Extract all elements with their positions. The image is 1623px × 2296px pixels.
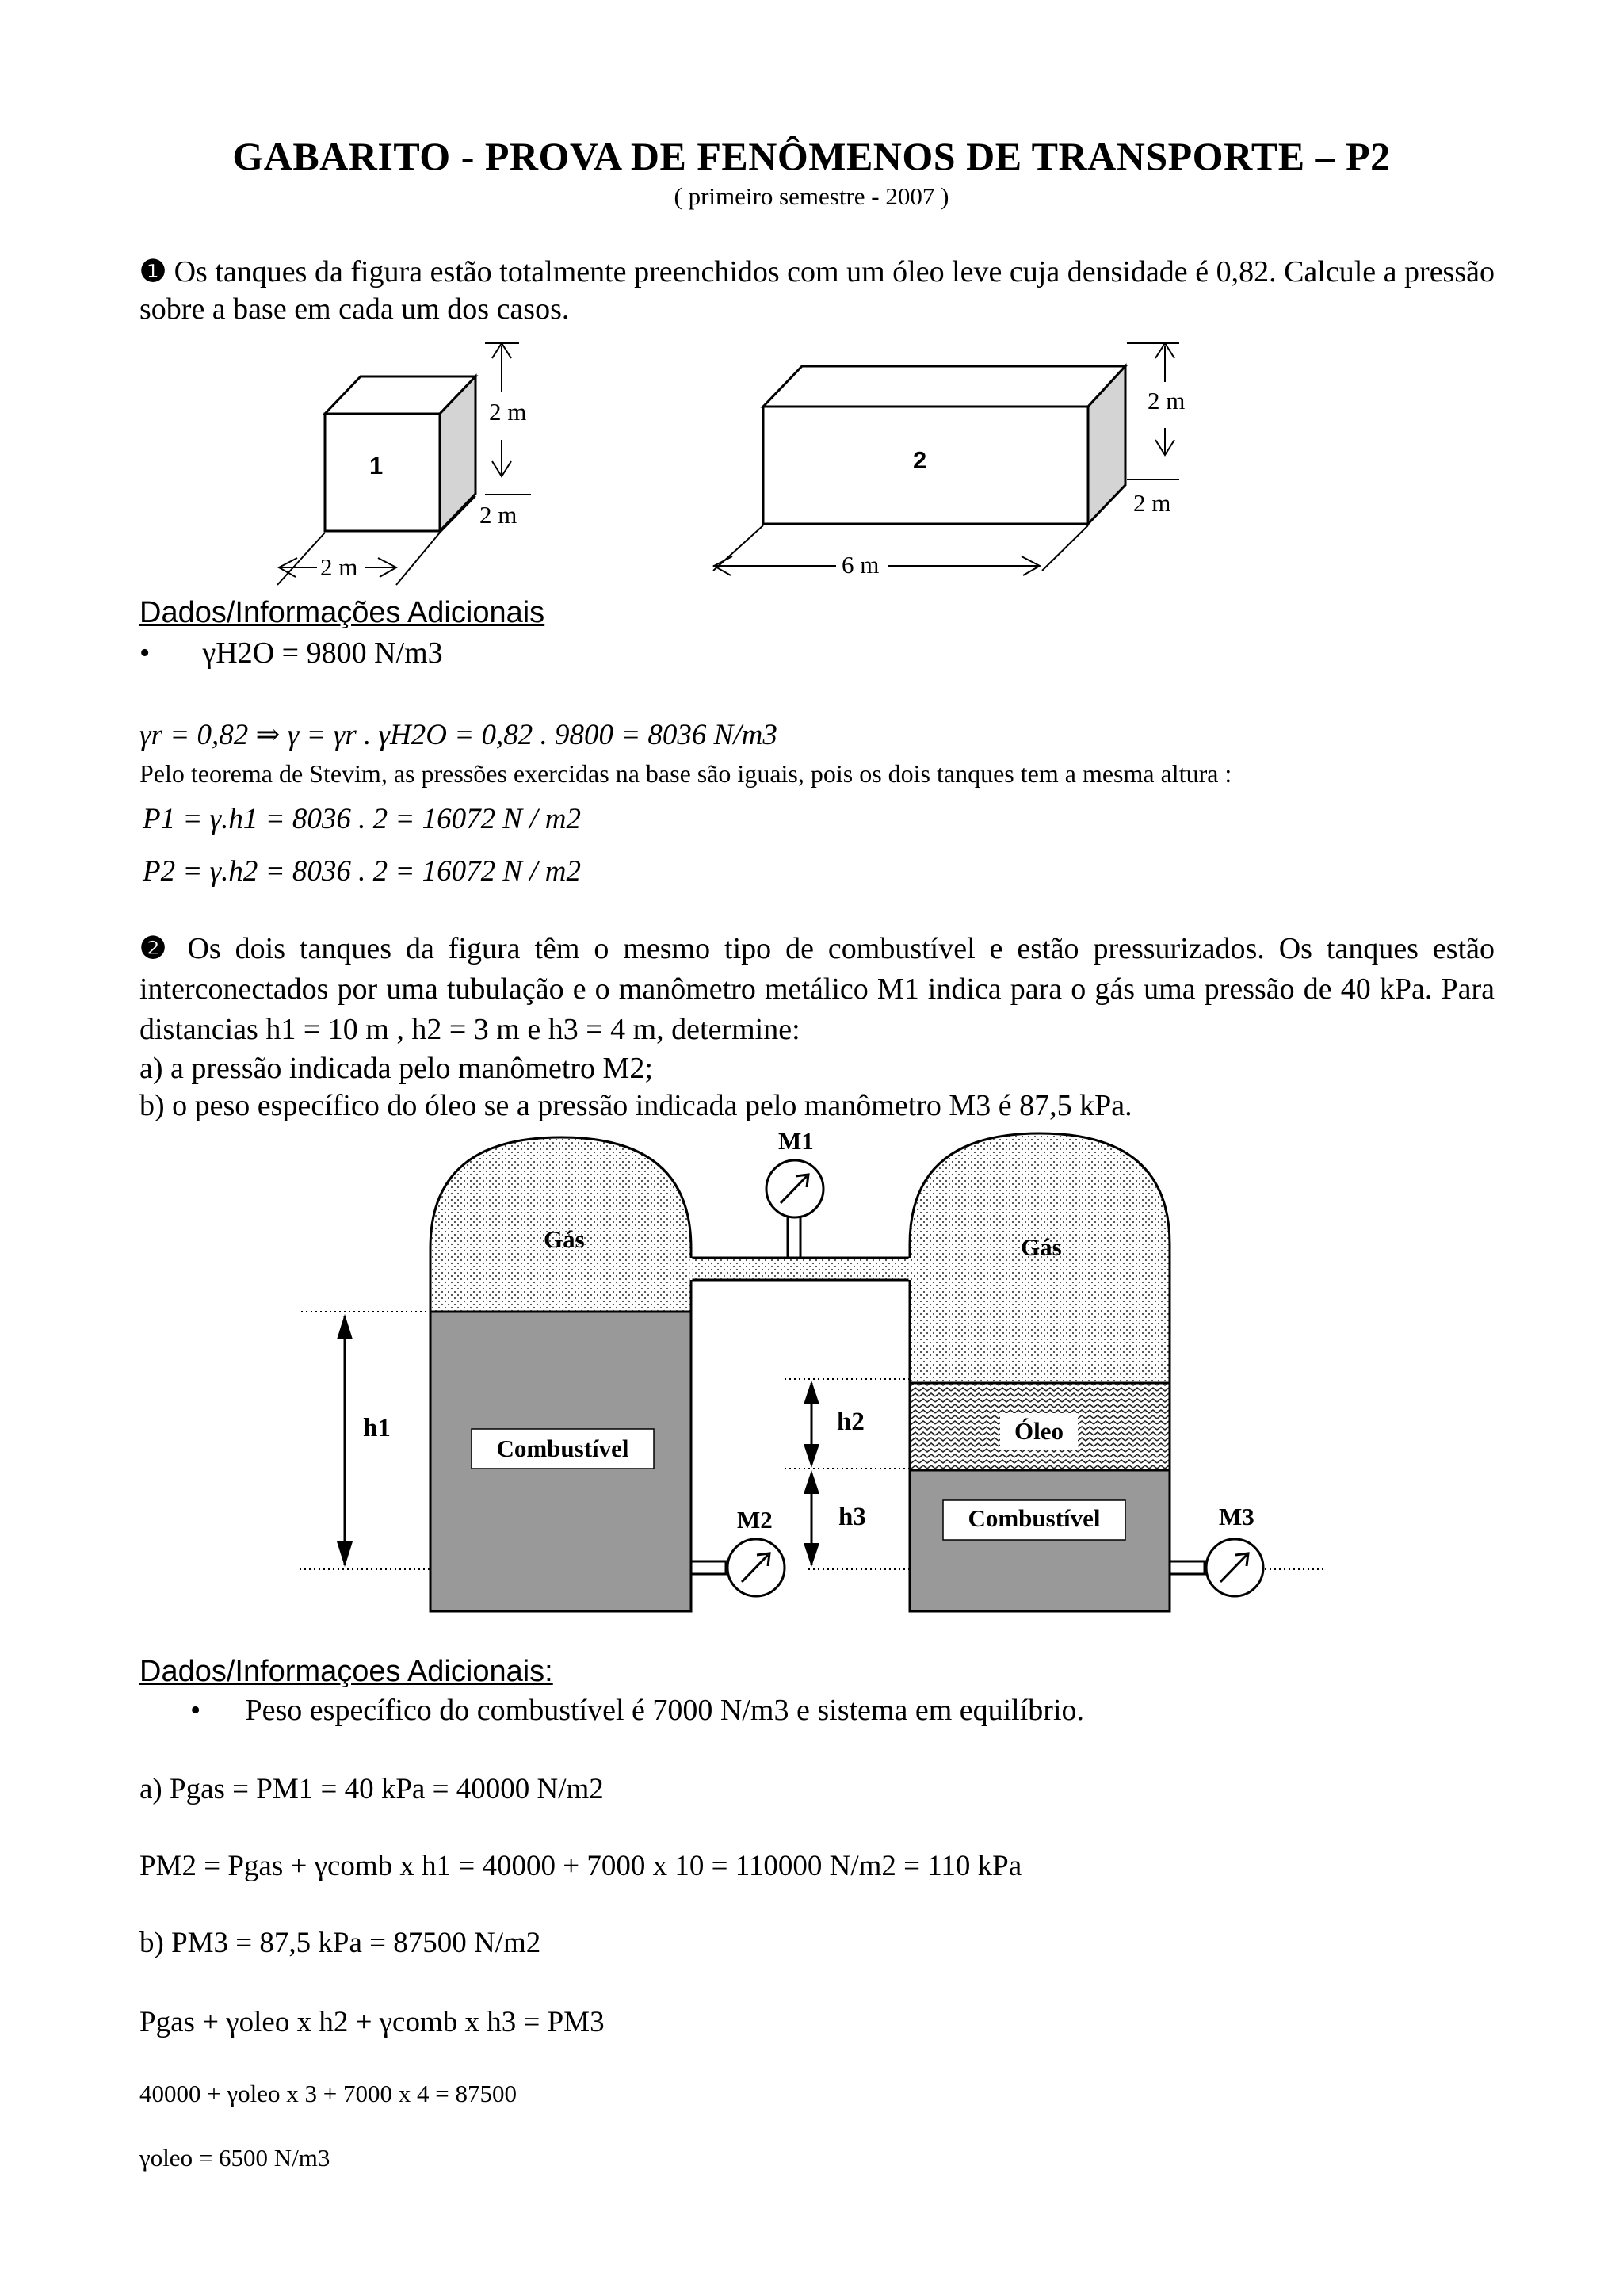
tank1-depth-label: 2 m — [479, 501, 517, 529]
q2-solution-a2: PM2 = Pgas + γcomb x h1 = 40000 + 7000 x 10 = 110000 N/m2 = 110 kPa — [139, 1850, 1022, 1882]
h3-label: h3 — [838, 1503, 866, 1531]
gauge-m2 — [691, 1539, 785, 1596]
q2-data-header: Dados/Informaçoes Adicionais: — [139, 1655, 553, 1688]
fuel-specific-weight: Peso específico do combustível é 7000 N/m3 e sistema em equilíbrio. — [245, 1694, 1085, 1727]
q1-number-icon: ❶ — [139, 255, 167, 288]
gauge-m1 — [766, 1160, 823, 1258]
q2-number-icon: ❷ — [139, 932, 174, 965]
tank1-height-label: 2 m — [489, 398, 527, 426]
fuel-left-label: Combustível — [496, 1435, 629, 1462]
m1-label: M1 — [778, 1127, 814, 1155]
h1-label: h1 — [363, 1414, 391, 1442]
q2-solution-b1: b) PM3 = 87,5 kPa = 87500 N/m2 — [139, 1927, 541, 1959]
q2-solution-b4: γoleo = 6500 N/m3 — [139, 2144, 330, 2172]
q2-solution-b3: 40000 + γoleo x 3 + 7000 x 4 = 87500 — [139, 2080, 517, 2107]
q2-solution-b2: Pgas + γoleo x h2 + γcomb x h3 = PM3 — [139, 2006, 605, 2038]
q2-item-a: a) a pressão indicada pelo manômetro M2; — [139, 1052, 653, 1085]
q1-solution-line1: γr = 0,82 ⇒ γ = γr . γH2O = 0,82 . 9800 = 8036 N/m3 — [139, 719, 777, 751]
q1-solution-text: Pelo teorema de Stevim, as pressões exercidas na base são iguais, pois os dois tanques tem a mesma altura : — [139, 759, 1232, 788]
gas-left-label: Gás — [544, 1225, 585, 1253]
bullet-icon: • — [139, 636, 151, 670]
fuel-right-label: Combustível — [968, 1504, 1101, 1532]
q1-data-header: Dados/Informações Adicionais — [139, 596, 545, 629]
q1-statement-text: Os tanques da figura estão totalmente preenchidos com um óleo leve cuja densidade é 0,82. Calcule a pressão sobre a base em cada um dos casos. — [139, 255, 1495, 326]
tank2-height-label: 2 m — [1148, 387, 1186, 415]
q2-data-item — [190, 1693, 1084, 1728]
left-tank — [430, 1137, 691, 1611]
tank1-label: 1 — [369, 452, 384, 479]
gas-right-label: Gás — [1021, 1233, 1062, 1261]
gamma-h2o-value: γH2O = 9800 N/m3 — [202, 636, 443, 670]
page-title: GABARITO - PROVA DE FENÔMENOS DE TRANSPORTE – P2 — [232, 134, 1391, 178]
m2-label: M2 — [737, 1506, 773, 1534]
tank2-depth-label: 2 m — [1133, 489, 1171, 517]
tank1-width-label: 2 m — [320, 553, 358, 581]
q2-item-b: b) o peso específico do óleo se a pressão indicada pelo manômetro M3 é 87,5 kPa. — [139, 1089, 1132, 1122]
oil-label: Óleo — [1014, 1417, 1064, 1445]
q2-solution-a1: a) Pgas = PM1 = 40 kPa = 40000 N/m2 — [139, 1773, 604, 1805]
tank2-width-label: 6 m — [842, 551, 880, 579]
h2-label: h2 — [837, 1408, 865, 1436]
bullet-icon: • — [190, 1694, 201, 1727]
gauge-m3 — [1170, 1539, 1263, 1596]
q1-p2: P2 = γ.h2 = 8036 . 2 = 16072 N / m2 — [143, 855, 582, 888]
tank2-label: 2 — [913, 446, 927, 474]
m3-label: M3 — [1219, 1503, 1254, 1530]
q1-p1: P1 = γ.h1 = 8036 . 2 = 16072 N / m2 — [143, 803, 582, 835]
page-subtitle: ( primeiro semestre - 2007 ) — [674, 182, 949, 210]
q2-statement-text: Os dois tanques da figura têm o mesmo tipo de combustível e estão pressurizados. Os tanques estão interconectados por uma tubulação e o manômetro metálico M1 indica para o gás uma pressão de 40 kPa. Para distancias h1 = 10 m , h2 = 3 m e h3 = 4 m, determine: — [139, 932, 1495, 1046]
